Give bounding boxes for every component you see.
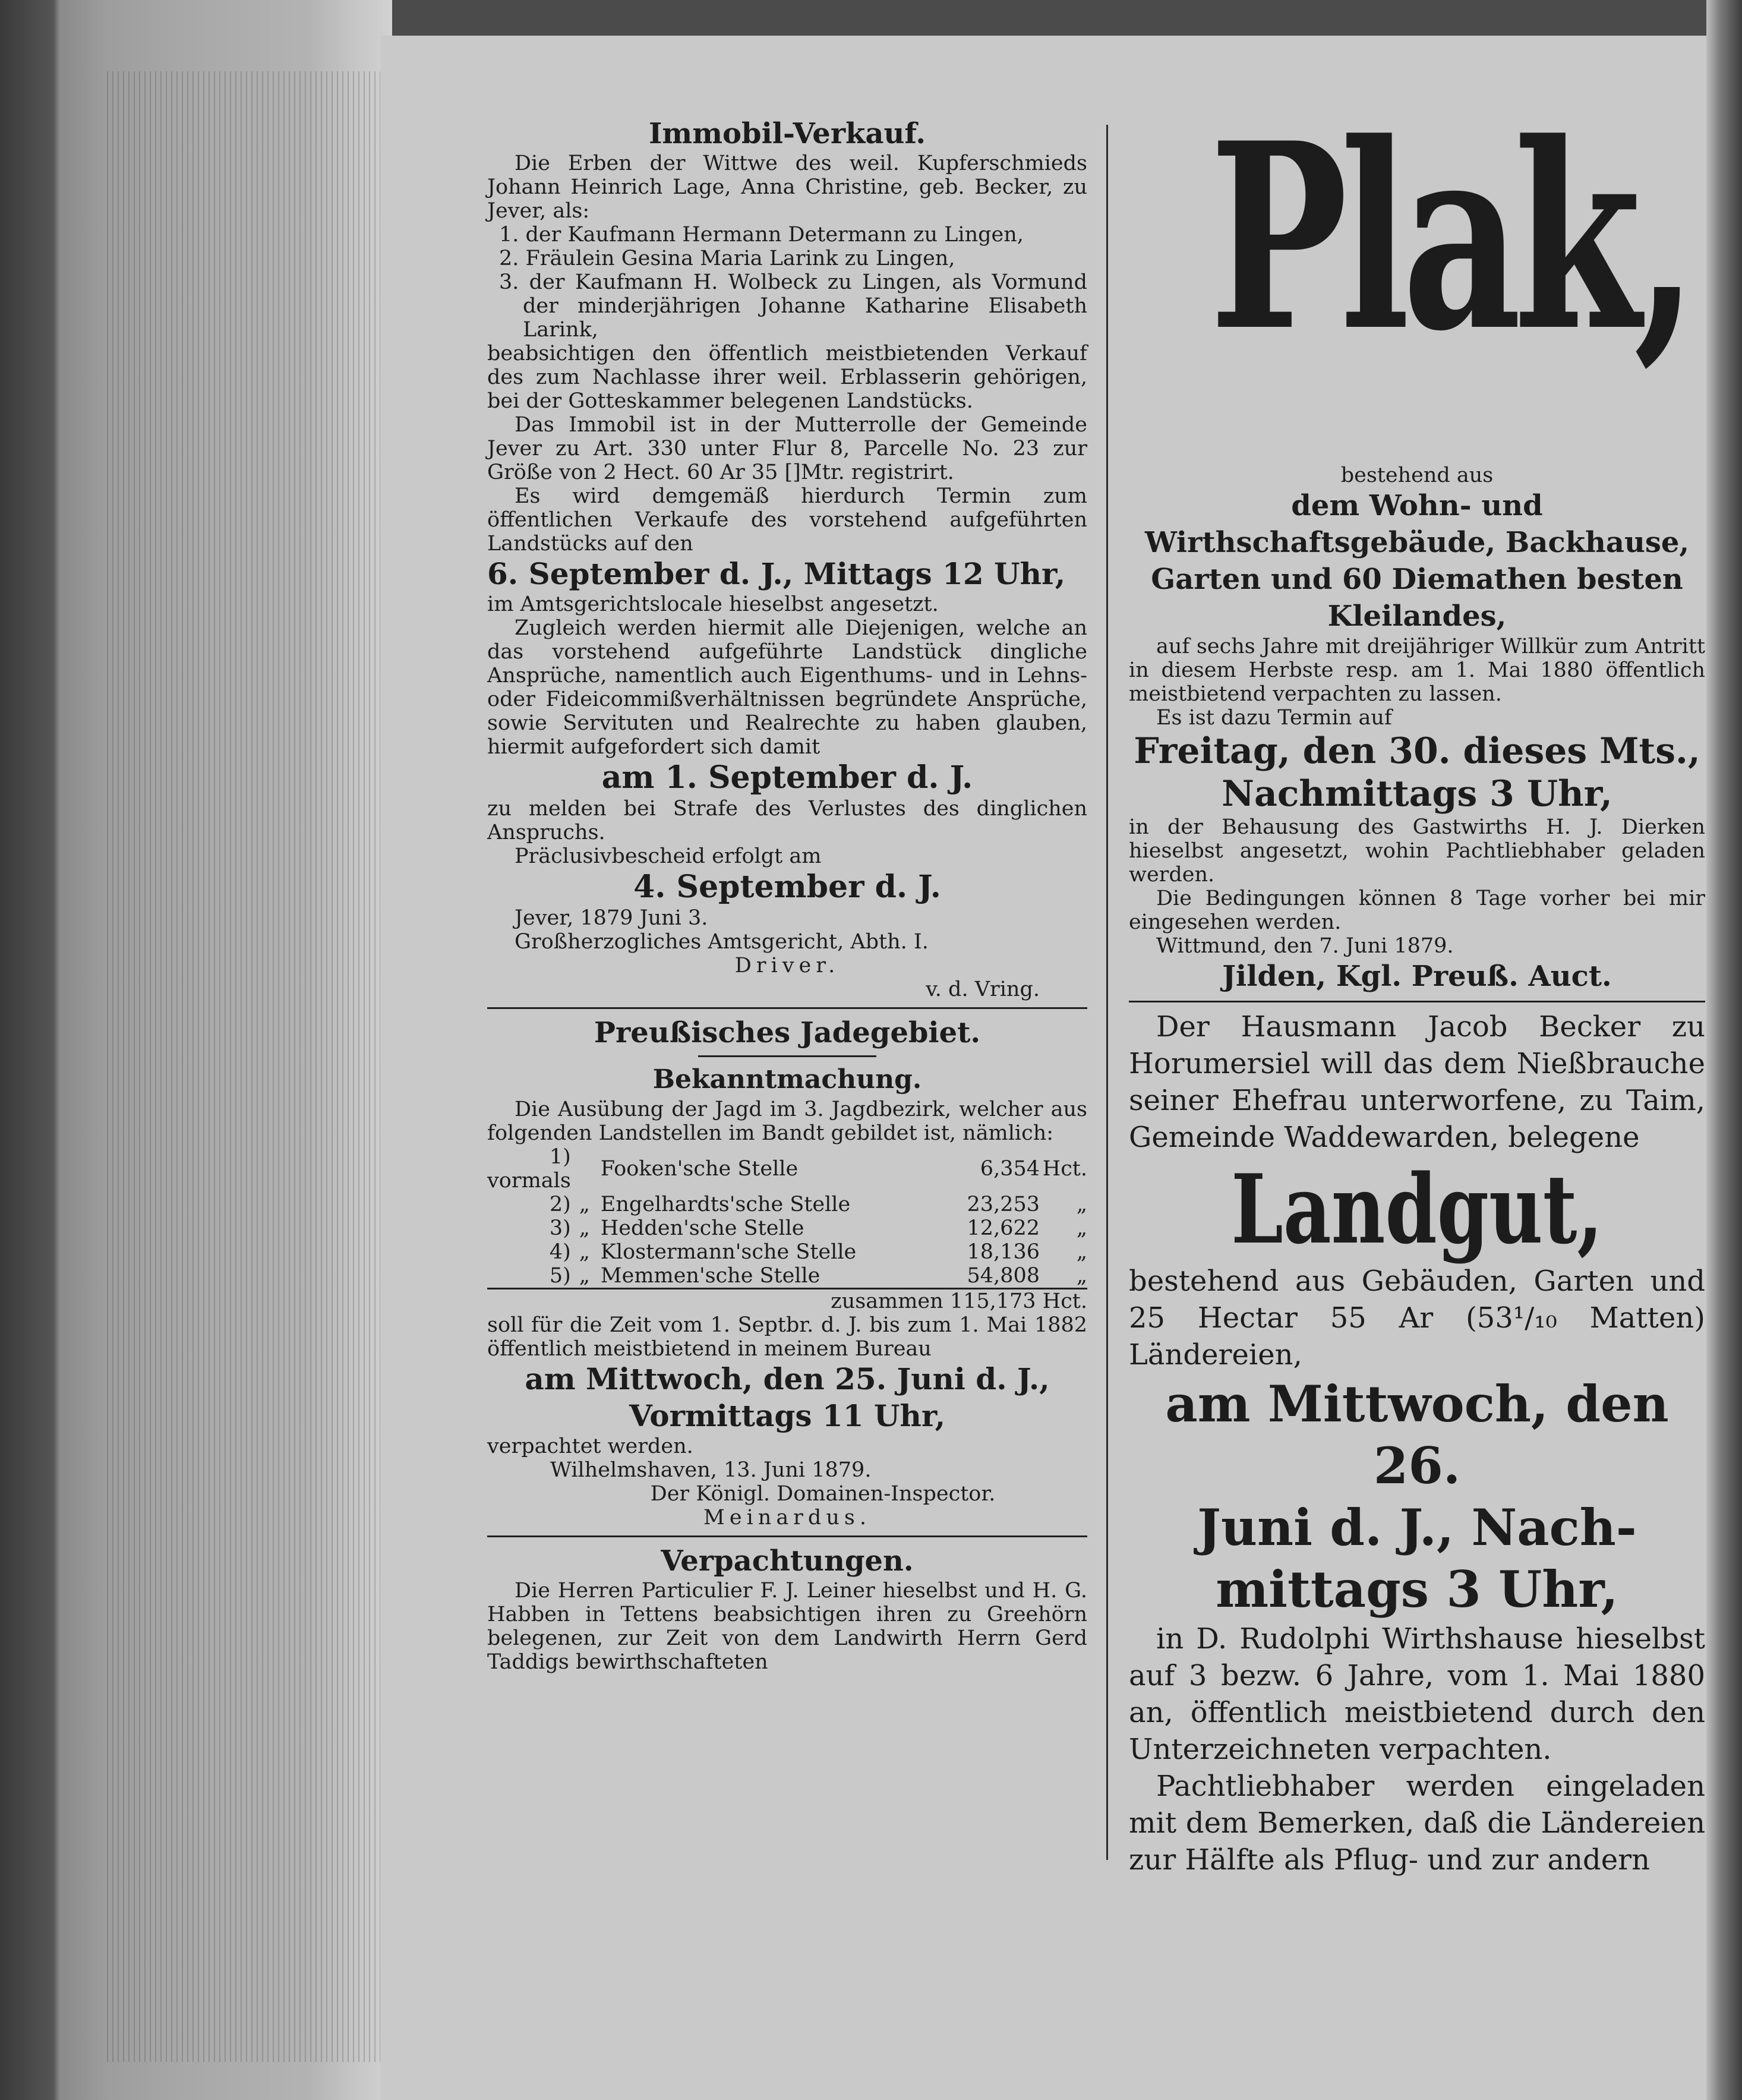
table-row <box>487 1264 1087 1289</box>
cell-v: 6,354 <box>980 1157 1040 1181</box>
paragraph: Es wird demgemäß hierdurch Termin zum öffentlichen Verkaufe des vorstehend aufgeführten Landstücks auf den <box>487 484 1087 556</box>
paragraph: Der Hausmann Jacob Becker zu Horumersiel will das dem Nießbrauche seiner Ehefrau unterworfene, zu Taim, Gemeinde Waddewarden, belegene <box>1129 1010 1705 1154</box>
cell-q: „ <box>579 1240 590 1264</box>
cell-q: „ <box>579 1216 590 1240</box>
place-date: Wilhelmshaven, 13. Juni 1879. <box>550 1458 872 1482</box>
landgut-notice <box>1129 1008 1705 1878</box>
paragraph: Die Herren Particulier F. J. Leiner hieselbst und H. G. Habben in Tettens beabsichtigen ihren zu Greehörn belegenen, zur Zeit von dem Landwirth Herrn Gerd Taddigs bewirthschafteten <box>487 1579 1087 1674</box>
cell-q <box>579 1145 601 1193</box>
cell-n: 5) <box>549 1264 571 1288</box>
auction-date-line: mittags 3 Uhr, <box>1216 1560 1618 1619</box>
cell-n: 1) vormals <box>487 1145 571 1193</box>
notice-title: Preußisches Jadegebiet. <box>594 1016 981 1049</box>
cell-name: Hedden'sche Stelle <box>600 1216 804 1240</box>
section-rule <box>487 1007 1087 1009</box>
auction-date: am Mittwoch, den 25. Juni d. J., <box>525 1361 1050 1396</box>
section-rule <box>487 1535 1087 1537</box>
book-page-edges <box>0 0 392 2100</box>
paragraph: beabsichtigen den öffentlich meistbietenden Verkauf des zum Nachlasse ihrer weil. Erblasserin gehörigen, bei der Gotteskammer belegenen Landstücks. <box>487 342 1087 413</box>
cell-u: „ <box>1076 1264 1087 1288</box>
cell-n: 3) <box>549 1216 571 1240</box>
auction-date: 6. September d. J., Mittags 12 Uhr, <box>487 556 1066 591</box>
cell-name: Fooken'sche Stelle <box>600 1157 799 1181</box>
paragraph: in der Behausung des Gastwirths H. J. Dierken hieselbst angesetzt, wohin Pachtliebhaber geladen werden. <box>1129 815 1705 887</box>
auction-date: Freitag, den 30. dieses Mts., <box>1134 730 1700 772</box>
paragraph: bestehend aus <box>1340 463 1494 487</box>
jadegebiet-notice <box>487 1015 1087 1530</box>
auction-date-line: am Mittwoch, den 26. <box>1165 1374 1669 1495</box>
paragraph: im Amtsgerichtslocale hieselbst angesetzt. <box>487 592 939 616</box>
paragraph: Das Immobil ist in der Mutterrolle der Gemeinde Jever zu Art. 330 unter Flur 8, Parcelle No. 23 zur Größe von 2 Hect. 60 Ar 35 []Mtr. registrirt. <box>487 413 1087 484</box>
paragraph: Die Bedingungen können 8 Tage vorher bei mir eingesehen werden. <box>1129 887 1705 934</box>
short-rule <box>698 1055 876 1057</box>
signer: Jilden, Kgl. Preuß. Auct. <box>1222 960 1612 993</box>
heirs-list <box>487 223 1087 342</box>
paragraph: verpachtet werden. <box>487 1434 693 1458</box>
cell-u: „ <box>1076 1240 1087 1264</box>
signer: Meinardus. <box>703 1506 871 1530</box>
cell-u: „ <box>1076 1193 1087 1216</box>
notice-title: Immobil-Verkauf. <box>648 117 926 150</box>
clerk-signature: v. d. Vring. <box>926 978 1040 1001</box>
preclusion-date: 4. September d. J. <box>633 869 941 905</box>
paragraph: in D. Rudolphi Wirthshause hieselbst auf 3 bezw. 6 Jahre, vom 1. Mai 1880 an, öffentlich meistbietend durch den Unterzeichneten verpachten. <box>1129 1622 1705 1766</box>
list-item: 3. der Kaufmann H. Wolbeck zu Lingen, als Vormund der minderjährigen Johanne Katharine Elisabeth Larink, <box>499 270 1087 342</box>
cell-name: Memmen'sche Stelle <box>600 1264 820 1288</box>
plak-notice <box>1129 87 1705 995</box>
verpachtungen-notice <box>487 1543 1087 1674</box>
section-rule <box>1129 1001 1705 1002</box>
cell-q: „ <box>579 1193 590 1216</box>
cell-n: 2) <box>549 1193 571 1216</box>
column-divider <box>1106 125 1108 1860</box>
judge-signature: Driver. <box>734 954 840 978</box>
left-column <box>487 116 1087 1674</box>
office-name: Der Königl. Domainen-Inspector. <box>650 1482 996 1506</box>
cell-name: Engelhardts'sche Stelle <box>600 1193 851 1216</box>
right-column <box>1129 87 1705 1878</box>
table-row <box>487 1240 1087 1264</box>
list-item: 2. Fräulein Gesina Maria Larink zu Lingen, <box>499 247 955 270</box>
property-description: dem Wohn- und Wirthschaftsgebäude, Backhause, Garten und 60 Diemathen besten Kleilandes, <box>1144 489 1690 633</box>
paragraph: Pachtliebhaber werden eingeladen mit dem Bemerken, daß die Ländereien zur Hälfte als Pflug- und zur andern <box>1129 1770 1705 1877</box>
cell-v: 23,253 <box>967 1193 1040 1216</box>
cell-v: 18,136 <box>967 1240 1040 1264</box>
paragraph: Die Ausübung der Jagd im 3. Jagdbezirk, welcher aus folgenden Landstellen im Bandt gebildet ist, nämlich: <box>487 1098 1087 1145</box>
list-item: 1. der Kaufmann Hermann Determann zu Lingen, <box>499 223 1024 247</box>
auction-date-line: Juni d. J., Nach- <box>1197 1498 1637 1557</box>
court-name: Großherzogliches Amtsgericht, Abth. I. <box>515 930 929 954</box>
place-date: Wittmund, den 7. Juni 1879. <box>1156 934 1454 958</box>
hunting-plots-table <box>487 1145 1087 1313</box>
table-total-row <box>487 1289 1087 1314</box>
paragraph: bestehend aus Gebäuden, Garten und 25 Hectar 55 Ar (53¹/₁₀ Matten) Ländereien, <box>1129 1265 1705 1371</box>
paragraph: Es ist dazu Termin auf <box>1156 706 1392 730</box>
cell-n: 4) <box>549 1240 571 1264</box>
paragraph: Zugleich werden hiermit alle Diejenigen, welche an das vorstehend aufgeführte Landstück dingliche Ansprüche, namentlich auch Eigenthums- und in Lehns- oder Fideicommißverhältnissen begründete Ansprüche, sowie Servituten und Realrechte zu haben glauben, hiermit aufgefordert sich damit <box>487 616 1087 759</box>
paragraph: soll für die Zeit vom 1. Septbr. d. J. bis zum 1. Mai 1882 öffentlich meistbietend in meinem Bureau <box>487 1313 1087 1361</box>
notice-title: Verpachtungen. <box>661 1544 914 1578</box>
claim-date: am 1. September d. J. <box>601 759 973 796</box>
paragraph: zu melden bei Strafe des Verlustes des dinglichen Anspruchs. <box>487 797 1087 844</box>
auction-time: Nachmittags 3 Uhr, <box>1222 773 1612 815</box>
cell-u: „ <box>1076 1216 1087 1240</box>
table-row <box>487 1216 1087 1240</box>
cell-q: „ <box>579 1264 590 1288</box>
landgut-headline: Landgut, <box>1231 1153 1603 1265</box>
paragraph: auf sechs Jahre mit dreijähriger Willkür zum Antritt in diesem Herbste resp. am 1. Mai 1880 öffentlich meistbietend verpachten zu lassen. <box>1129 635 1705 706</box>
cell-u: Hct. <box>1042 1157 1087 1181</box>
paragraph: Präclusivbescheid erfolgt am <box>515 844 822 868</box>
notice-intro: Die Erben der Wittwe des weil. Kupferschmieds Johann Heinrich Lage, Anna Christine, geb. Becker, zu Jever, als: <box>487 152 1087 223</box>
page-edge-lines <box>107 71 380 2062</box>
plak-headline: Plak, <box>1209 87 1690 387</box>
cell-v: 54,808 <box>967 1264 1040 1288</box>
cell-v: 12,622 <box>967 1216 1040 1240</box>
place-date: Jever, 1879 Juni 3. <box>515 906 708 930</box>
cell-name: Klostermann'sche Stelle <box>600 1240 857 1264</box>
notice-subtitle: Bekanntmachung. <box>652 1064 922 1095</box>
table-total: zusammen 115,173 Hct. <box>487 1289 1087 1314</box>
table-row <box>487 1145 1087 1193</box>
immobil-verkauf-notice <box>487 116 1087 1001</box>
table-row <box>487 1193 1087 1216</box>
auction-time: Vormittags 11 Uhr, <box>629 1398 945 1433</box>
book-right-edge <box>1706 0 1742 2100</box>
